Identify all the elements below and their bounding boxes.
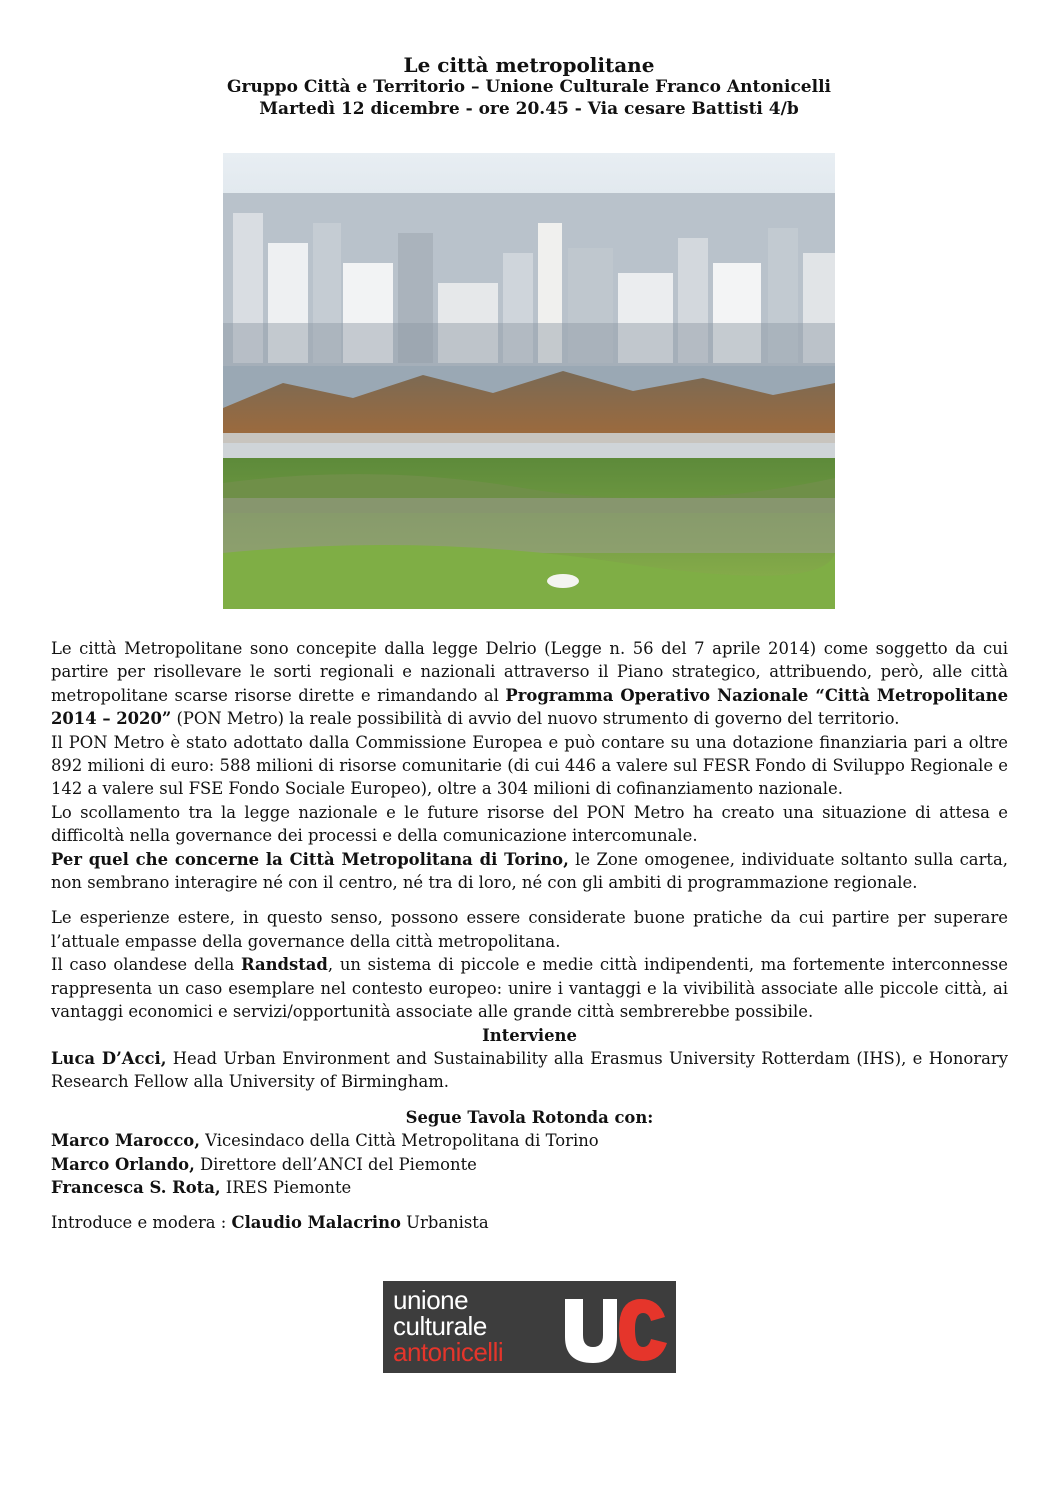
city-buildings — [223, 193, 835, 366]
organizer-line: Gruppo Città e Territorio – Unione Culturale Franco Antonicelli — [226, 77, 831, 97]
uc-monogram-icon — [559, 1289, 671, 1367]
paragraph-pon-metro: Il PON Metro è stato adottato dalla Commissione Europea e può contare su una dotazione finanziaria pari a oltre 892 milioni di euro: 588 milioni di risorse comunitarie (di cui 446 a valere sul FESR Fondo di Sviluppo Regionale e 142 a valere sul FSE Fondo Sociale Europeo), oltre a 304 milioni di cofinanziamento nazionale. — [51, 732, 1008, 799]
unione-culturale-logo — [383, 1281, 676, 1373]
participant-line: Marco Marocco, Vicesindaco della Città Metropolitana di Torino — [51, 1131, 599, 1151]
page-title: Le città metropolitane — [403, 53, 655, 77]
paragraph-scollamento: Lo scollamento tra la legge nazionale e le future risorse del PON Metro ha creato una situazione di attesa e difficoltà nella governance dei processi e della comunicazione intercomunale. — [51, 802, 1008, 846]
speaker-line: Luca D’Acci, Head Urban Environment and Sustainability alla Erasmus University Rotterdam (IHS), e Honorary Research Fellow alla University of Birmingham. — [51, 1048, 1008, 1092]
paragraph-torino: Per quel che concerne la Città Metropolitana di Torino, le Zone omogenee, individuate soltanto sulla carta, non sembrano interagire né con il centro, né tra di loro, né con gli ambiti di programmazione regionale. — [51, 849, 1008, 893]
roundtable-heading: Segue Tavola Rotonda con: — [405, 1107, 654, 1127]
paragraph-delrio: Le città Metropolitane sono concepite dalla legge Delrio (Legge n. 56 del 7 aprile 2014) come soggetto da cui partire per risollevare le sorti regionali e nazionali attraverso il Piano strategico, attribuendo, però, alle città metropolitane scarse risorse dirette e rimandando al Programma Operativo Nazionale “Città Metropolitane 2014 – 2020” (PON Metro) la reale possibilità di avvio del nuovo strumento di governo del territorio. — [51, 639, 1009, 729]
cityscape-landscape-photo — [223, 153, 835, 609]
logo-wordmark: unione culturale antonicelli — [393, 1285, 504, 1367]
participant-line: Marco Orlando, Direttore dell’ANCI del Piemonte — [51, 1154, 477, 1174]
participant-line: Francesca S. Rota, IRES Piemonte — [51, 1177, 352, 1197]
paragraph-esperienze: Le esperienze estere, in questo senso, possono essere considerate buone pratiche da cui partire per superare l’attuale empasse della governance della città metropolitana. — [51, 908, 1008, 951]
moderator-line: Introduce e modera : Claudio Malacrino Urbanista — [51, 1213, 489, 1233]
event-details: Martedì 12 dicembre - ore 20.45 - Via cesare Battisti 4/b — [259, 99, 799, 119]
title-block — [0, 54, 1058, 120]
flyer-body — [51, 637, 1008, 1235]
speaker-heading: Interviene — [482, 1025, 577, 1045]
paragraph-randstad: Il caso olandese della Randstad, un sistema di piccole e medie città indipendenti, ma fortemente interconnesse rappresenta un caso esemplare nel contesto europeo: unire i vantaggi e la vivibilità associate alle piccole città, ai vantaggi economici e servizi/opportunità associate alle grande città sembrerebbe possibile. — [51, 955, 1008, 1022]
